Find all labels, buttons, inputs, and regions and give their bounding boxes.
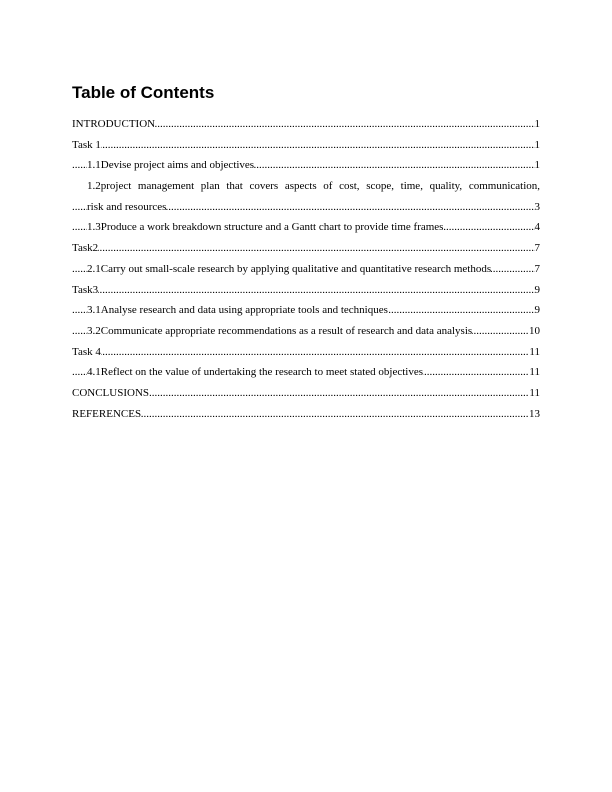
toc-entry-page: 11	[529, 342, 540, 363]
table-of-contents	[72, 114, 540, 424]
toc-entry-task-4[interactable]	[72, 342, 540, 363]
toc-entry-text: Task 4	[72, 345, 101, 358]
toc-entry-text: 1.3Produce a work breakdown structure and a Gantt chart to provide time frames	[87, 221, 444, 234]
toc-entry-text: 1.2project management plan that covers aspects of cost, scope, time, quality, communication,	[87, 176, 540, 197]
toc-entry-references[interactable]	[72, 404, 540, 425]
toc-entry-text: 2.1Carry out small-scale research by applying qualitative and quantitative research methods	[87, 262, 492, 275]
toc-entry-1-3[interactable]	[72, 217, 540, 238]
toc-entry-page: 9	[535, 300, 541, 321]
toc-entry-page: 7	[535, 238, 541, 259]
toc-entry-page: 9	[535, 280, 541, 301]
toc-entry-1-2-continued[interactable]	[72, 197, 540, 218]
toc-entry-task-1[interactable]	[72, 135, 540, 156]
toc-entry-introduction[interactable]	[72, 114, 540, 135]
toc-entry-page: 11	[529, 362, 540, 383]
toc-entry-1-2[interactable]	[72, 176, 540, 197]
toc-entry-4-1[interactable]	[72, 362, 540, 383]
toc-entry-page: 1	[535, 135, 541, 156]
toc-entry-page: 3	[535, 197, 541, 218]
toc-entry-text: 3.2Communicate appropriate recommendations as a result of research and data analysis	[87, 324, 473, 337]
toc-entry-text: risk and resources	[87, 200, 167, 213]
toc-entry-1-1[interactable]	[72, 155, 540, 176]
toc-entry-page: 1	[535, 155, 541, 176]
toc-entry-3-1[interactable]	[72, 300, 540, 321]
toc-entry-text: Task3	[72, 283, 99, 296]
toc-entry-task-2[interactable]	[72, 238, 540, 259]
toc-entry-text: Task2	[72, 242, 99, 255]
toc-entry-text: 1.1Devise project aims and objectives	[87, 159, 255, 172]
toc-entry-conclusions[interactable]	[72, 383, 540, 404]
toc-entry-text: CONCLUSIONS	[72, 386, 150, 399]
toc-entry-task-3[interactable]	[72, 280, 540, 301]
toc-title: Table of Contents	[72, 83, 215, 102]
toc-entry-text: Task 1	[72, 138, 101, 151]
toc-entry-3-2[interactable]	[72, 321, 540, 342]
toc-entry-text: 4.1Reflect on the value of undertaking the research to meet stated objectives	[87, 366, 423, 379]
toc-entry-page: 11	[529, 383, 540, 404]
toc-entry-text: 3.1Analyse research and data using appropriate tools and techniques	[87, 304, 388, 317]
toc-entry-page: 4	[535, 217, 541, 238]
toc-entry-text: INTRODUCTION	[72, 118, 156, 130]
toc-entry-page: 10	[529, 321, 540, 342]
toc-entry-2-1[interactable]	[72, 259, 540, 280]
toc-entry-text: REFERENCES	[72, 407, 142, 420]
toc-entry-page: 1	[535, 114, 541, 135]
toc-entry-page: 7	[535, 259, 541, 280]
toc-entry-page: 13	[529, 404, 540, 425]
